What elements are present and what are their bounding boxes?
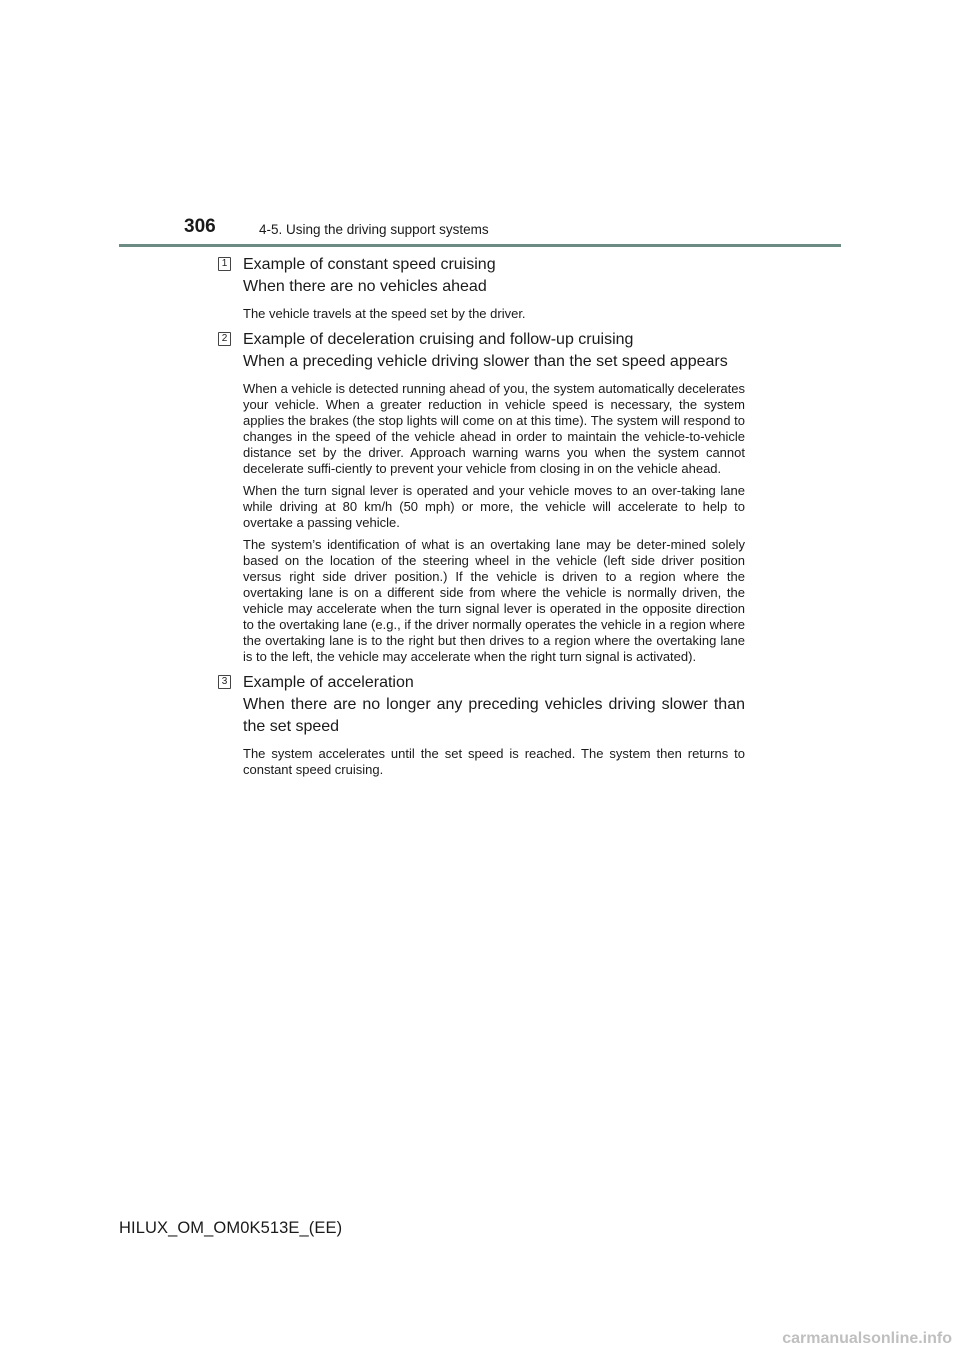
list-item-1 [218, 254, 745, 322]
item-number-badge: 1 [218, 257, 231, 271]
item-title: Example of acceleration [243, 674, 414, 691]
header-rule [119, 244, 841, 247]
item-number-badge: 2 [218, 332, 231, 346]
watermark: carmanualsonline.info [782, 1330, 952, 1347]
item-subtitle: When there are no longer any preceding vehicles driving slower than the set speed [243, 696, 745, 735]
content-body [218, 254, 745, 785]
page-number: 306 [184, 216, 216, 237]
item-description: The vehicle travels at the speed set by the driver. [243, 306, 526, 321]
item-description: When a vehicle is detected running ahead of you, the system automatically decelerates your vehicle. When a greater reduction in vehicle speed is necessary, the system applies the brakes (the stop lights will come on at this time). The system will respond to changes in the speed of the vehicle ahead in order to maintain the vehicle-to-vehicle distance set by the driver. Approach warning warns you when the system cannot decelerate suffi-ciently to prevent your vehicle from closing in on the vehicle ahead. [243, 381, 745, 476]
item-description: When the turn signal lever is operated and your vehicle moves to an over-taking lane while driving at 80 km/h (50 mph) or more, the vehicle will accelerate to help to overtake a passing vehicle. [243, 483, 745, 530]
list-item-3 [218, 672, 745, 778]
item-title: Example of deceleration cruising and follow-up cruising [243, 331, 634, 348]
section-title: 4-5. Using the driving support systems [259, 222, 489, 237]
item-subtitle: When a preceding vehicle driving slower than the set speed appears [243, 353, 728, 370]
item-subtitle: When there are no vehicles ahead [243, 278, 487, 295]
list-item-2 [218, 329, 745, 665]
item-description: The system’s identification of what is an overtaking lane may be deter-mined solely based on the location of the steering wheel in the vehicle (left side driver position versus right side driver position.) If the vehicle is driven to a region where the overtaking lane is on a different side from where the vehicle is normally driven, the vehicle may accelerate when the turn signal lever is operated in the opposite direction to the overtaking lane (e.g., if the driver normally operates the vehicle in a region where the overtaking lane is to the right but then drives to a region where the overtaking lane is to the left, the vehicle may accelerate when the right turn signal is activated). [243, 537, 745, 664]
item-title: Example of constant speed cruising [243, 256, 496, 273]
footer-doc-code: HILUX_OM_OM0K513E_(EE) [119, 1219, 343, 1237]
item-description: The system accelerates until the set speed is reached. The system then returns to constant speed cruising. [243, 746, 745, 777]
item-number-badge: 3 [218, 675, 231, 689]
